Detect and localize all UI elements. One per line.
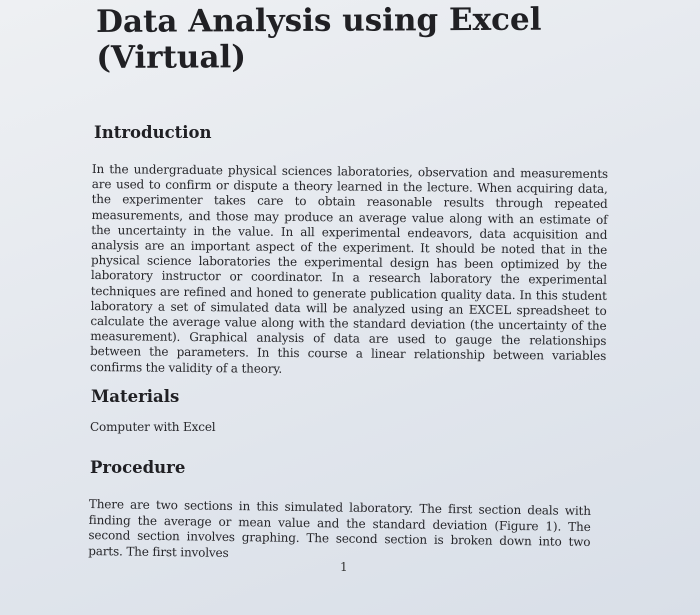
- materials-paragraph: Computer with Excel: [90, 420, 216, 434]
- procedure-heading: Procedure: [90, 458, 186, 477]
- materials-heading: Materials: [91, 387, 180, 406]
- introduction-heading: Introduction: [94, 123, 212, 142]
- procedure-paragraph: There are two sections in this simulated laboratory. The first section deals with finding the average or mean value and the standard deviation (Figure 1). The second section involves graphing. The second section is broken down into two parts. The first involves: [88, 497, 591, 560]
- page-number: 1: [340, 560, 348, 574]
- introduction-paragraph: In the undergraduate physical sciences laboratories, observation and measurements are used to confirm or dispute a theory learned in the lecture. When acquiring data, the experimenter takes care to obtain reasonable results through repeated measurements, and those may produce an average value along with an estimate of the uncertainty in the value. In all experimental endeavors, data acquisition and analysis are an important aspect of the experiment. It should be noted that in the physical science laboratories the experimental design has been optimized by the laboratory instructor or coordinator. In a research laboratory the experimental techniques are refined and honed to generate publication quality data. In this student laboratory a set of simulated data will be analyzed using an EXCEL spreadsheet to calculate the average value along with the standard deviation (the uncertainty of the measurement). Graphical analysis of data are used to gauge the relationships between the parameters. In this course a linear relationship between variables confirms the validity of a theory.: [89, 162, 608, 376]
- document-title: Data Analysis using Excel (Virtual): [96, 1, 542, 76]
